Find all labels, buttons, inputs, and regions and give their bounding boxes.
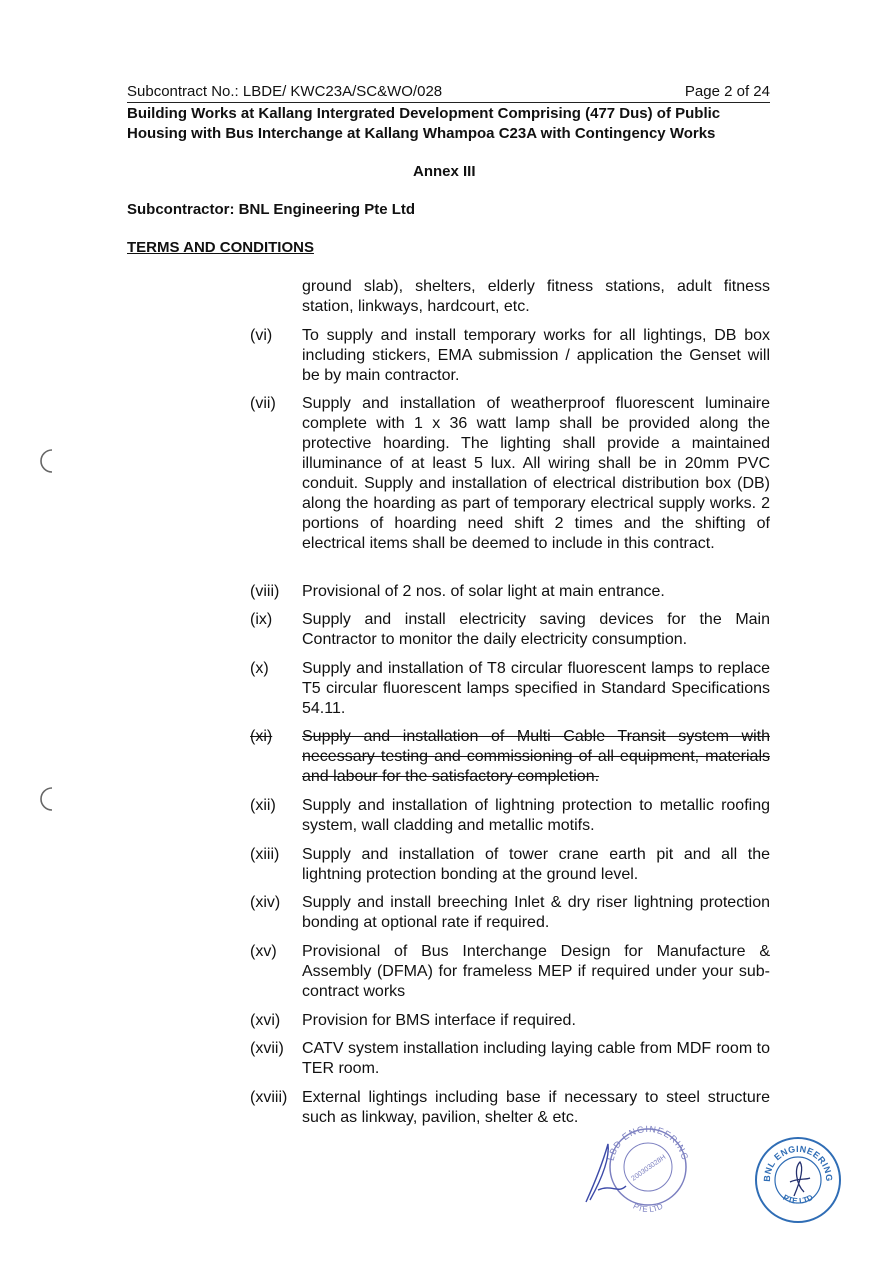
item-text: Provision for BMS interface if required.	[302, 1012, 576, 1029]
list-item-continuation	[250, 277, 770, 317]
svg-text:PTE LTD	[781, 1193, 814, 1206]
list-item	[250, 394, 770, 554]
lbd-engineering-stamp	[578, 1120, 702, 1212]
item-text: Provisional of 2 nos. of solar light at main entrance.	[302, 583, 665, 600]
item-text: CATV system installation including laying cable from MDF room to TER room.	[302, 1040, 770, 1077]
item-text: Supply and installation of weatherproof fluorescent luminaire complete with 1 x 36 watt lamp shall be provided along the protective hoarding. The lighting shall provide a maintained illuminance of at least 5 lux. All wiring shall be in 20mm PVC conduit. Supply and installation of electrical distribution box (DB) along the hoarding as part of temporary electrical supply works. 2 portions of hoarding need shift 2 times and the shifting of electrical items shall be deemed to include in this contract.	[302, 395, 770, 552]
item-number: (viii)	[250, 583, 280, 600]
list-item	[250, 326, 770, 386]
list-item	[250, 582, 770, 602]
svg-text:BNL ENGINEERING	[762, 1144, 834, 1182]
list-item	[250, 610, 770, 650]
item-number: (xvii)	[250, 1040, 284, 1057]
item-number: (xiv)	[250, 894, 281, 911]
item-number: (xiii)	[250, 846, 280, 863]
item-text: To supply and install temporary works for all lightings, DB box including stickers, EMA submission / application the Genset will be by main contractor.	[302, 327, 770, 384]
punch-hole-mark	[36, 448, 58, 474]
list-item	[250, 942, 770, 1002]
item-number: (xviii)	[250, 1089, 288, 1106]
list-item	[250, 845, 770, 885]
item-text: External lightings including base if necessary to steel structure such as linkway, pavilion, shelter & etc.	[302, 1089, 770, 1126]
item-text: Supply and install breeching Inlet & dry riser lightning protection bonding at optional rate if required.	[302, 894, 770, 931]
item-text: Supply and installation of T8 circular fluorescent lamps to replace T5 circular fluorescent lamps specified in Standard Specifications 54.11.	[302, 660, 770, 717]
list-item-struck	[250, 727, 770, 787]
item-text: Supply and installation of Multi Cable Transit system with necessary testing and commissioning of all equipment, materials and labour for the satisfactory completion.	[302, 728, 770, 785]
stamp-bnl-bottom-text: PTE LTD	[781, 1192, 815, 1206]
signature-mark	[790, 1162, 810, 1196]
list-item	[250, 1039, 770, 1079]
subcontract-number: Subcontract No.: LBDE/ KWC23A/SC&WO/028	[127, 83, 443, 100]
page-number: Page 2 of 24	[684, 83, 770, 100]
item-text: Supply and installation of lightning protection to metallic roofing system, wall cladding and metallic motifs.	[302, 797, 770, 834]
item-number: (vii)	[250, 395, 276, 412]
item-number: (xvi)	[250, 1012, 281, 1029]
stamp-registration-number: 200303028H	[630, 1153, 668, 1183]
item-number: (xii)	[250, 797, 276, 814]
stamp-lbd-bottom-text: PTE LTD	[631, 1201, 665, 1212]
item-text: Supply and installation of tower crane earth pit and all the lightning protection bonding at the ground level.	[302, 846, 770, 883]
item-text: Provisional of Bus Interchange Design for Manufacture & Assembly (DFMA) for frameless MEP if required under your sub-contract works	[302, 943, 770, 1000]
item-number: (xi)	[250, 728, 273, 745]
item-text: Supply and install electricity saving devices for the Main Contractor to monitor the daily electricity consumption.	[302, 611, 770, 648]
bnl-engineering-stamp	[750, 1134, 846, 1224]
item-number: (ix)	[250, 611, 273, 628]
list-item	[250, 796, 770, 836]
svg-text:PTE LTD	[632, 1201, 665, 1212]
item-number: (vi)	[250, 327, 273, 344]
item-number: (xv)	[250, 943, 277, 960]
page-header	[127, 82, 770, 102]
subcontractor-name: Subcontractor: BNL Engineering Pte Ltd	[127, 201, 416, 218]
list-item	[250, 659, 770, 719]
continuation-text: ground slab), shelters, elderly fitness stations, adult fitness station, linkways, hardcourt, etc.	[302, 278, 770, 315]
item-number: (x)	[250, 660, 269, 677]
stamp-lbd-top-text: LBD ENGINEERING	[605, 1123, 691, 1162]
list-item	[250, 893, 770, 933]
annex-label: Annex III	[413, 163, 476, 180]
list-item	[250, 1011, 770, 1031]
project-title: Building Works at Kallang Intergrated Development Comprising (477 Dus) of Public Housing with Bus Interchange at Kallang Whampoa C23A with Contingency Works	[127, 105, 721, 142]
section-title: TERMS AND CONDITIONS	[127, 239, 314, 256]
punch-hole-mark	[36, 786, 58, 812]
stamp-bnl-top-text: BNL ENGINEERING	[761, 1143, 835, 1182]
header-rule	[127, 102, 770, 103]
